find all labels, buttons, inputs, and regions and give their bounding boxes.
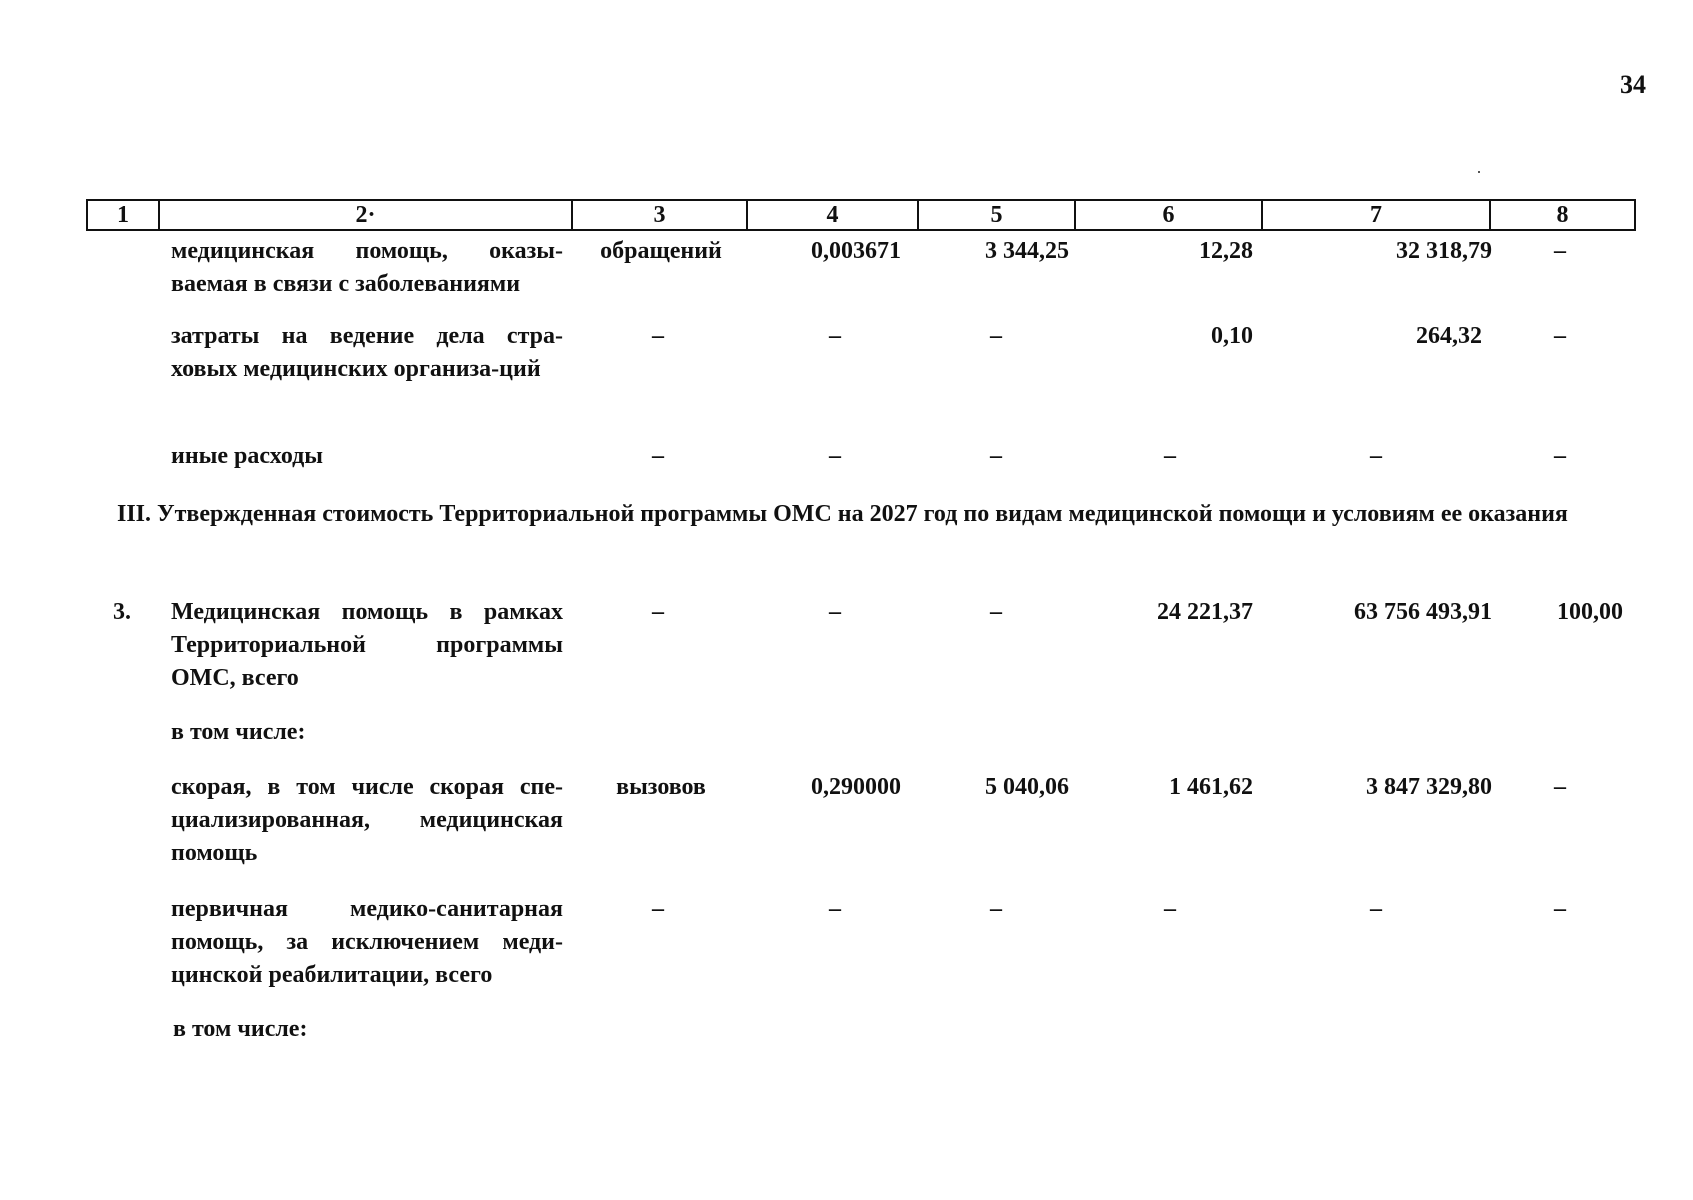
row-ambulance-col-8: – [1554, 774, 1566, 800]
row-total-label: Медицинская помощь в рамках Территориальной программы ОМС, всего [171, 599, 563, 691]
row-total-col-6: 24 221,37 [1157, 599, 1253, 625]
row-primary-care-col-4: – [829, 896, 841, 922]
row-primary-care-col-5: – [990, 896, 1002, 922]
subheading-including-2: в том числе: [173, 1016, 308, 1042]
header-col-4: 4 [747, 200, 918, 230]
row-ambulance-col-6: 1 461,62 [1169, 774, 1253, 800]
row-2-col-4: – [829, 323, 841, 349]
section-heading: III. Утвержденная стоимость Территориальной программы ОМС на 2027 год по видам медицинской помощи и условиям ее оказания [117, 501, 1568, 527]
row-ambulance-col-4: 0,290000 [811, 774, 901, 800]
row-total-col-8: 100,00 [1557, 599, 1623, 625]
header-col-6: 6 [1075, 200, 1262, 230]
header-col-1: 1 [87, 200, 159, 230]
row-primary-care-col-7: – [1370, 896, 1382, 922]
row-3-col-4: – [829, 443, 841, 469]
row-1-col-5: 3 344,25 [985, 238, 1069, 264]
row-primary-care-col-8: – [1554, 896, 1566, 922]
row-3-col-7: – [1370, 443, 1382, 469]
row-1-col-6: 12,28 [1199, 238, 1253, 264]
row-primary-care-unit: – [652, 896, 664, 922]
row-1-col-4: 0,003671 [811, 238, 901, 264]
row-2-col-5: – [990, 323, 1002, 349]
row-ambulance-col-5: 5 040,06 [985, 774, 1069, 800]
row-3-unit: – [652, 443, 664, 469]
header-col-5: 5 [918, 200, 1075, 230]
scan-speck [1478, 171, 1480, 173]
row-1-col-7: 32 318,79 [1396, 238, 1492, 264]
row-2-unit: – [652, 323, 664, 349]
header-col-8: 8 [1490, 200, 1635, 230]
row-2-col-6: 0,10 [1211, 323, 1253, 349]
header-col-3: 3 [572, 200, 747, 230]
row-ambulance-unit: вызовов [616, 774, 706, 800]
column-number-header [86, 199, 1636, 231]
row-primary-care-label: первичная медико-санитарная помощь, за исключением меди-цинской реабилитации, всего [171, 896, 563, 988]
row-ambulance-label: скорая, в том числе скорая спе-циализированная, медицинская помощь [171, 774, 563, 866]
row-1-label: медицинская помощь, оказы-ваемая в связи с заболеваниями [171, 238, 563, 297]
row-primary-care-col-6: – [1164, 896, 1176, 922]
row-3-col-5: – [990, 443, 1002, 469]
row-3-col-6: – [1164, 443, 1176, 469]
row-total-number: 3. [113, 599, 131, 625]
row-total-unit: – [652, 599, 664, 625]
row-2-label: затраты на ведение дела стра-ховых медицинских организа-ций [171, 323, 563, 382]
row-2-col-7: 264,32 [1416, 323, 1482, 349]
row-3-label: иные расходы [171, 443, 324, 469]
row-total-col-5: – [990, 599, 1002, 625]
row-1-col-8: – [1554, 238, 1566, 264]
row-total-col-4: – [829, 599, 841, 625]
subheading-including-1: в том числе: [171, 719, 306, 745]
row-total-col-7: 63 756 493,91 [1354, 599, 1492, 625]
row-1-unit: обращений [600, 238, 722, 264]
row-2-col-8: – [1554, 323, 1566, 349]
header-col-7: 7 [1262, 200, 1490, 230]
header-col-2: 2· [159, 200, 572, 230]
row-ambulance-col-7: 3 847 329,80 [1366, 774, 1492, 800]
row-3-col-8: – [1554, 443, 1566, 469]
page-number: 34 [1620, 70, 1646, 99]
